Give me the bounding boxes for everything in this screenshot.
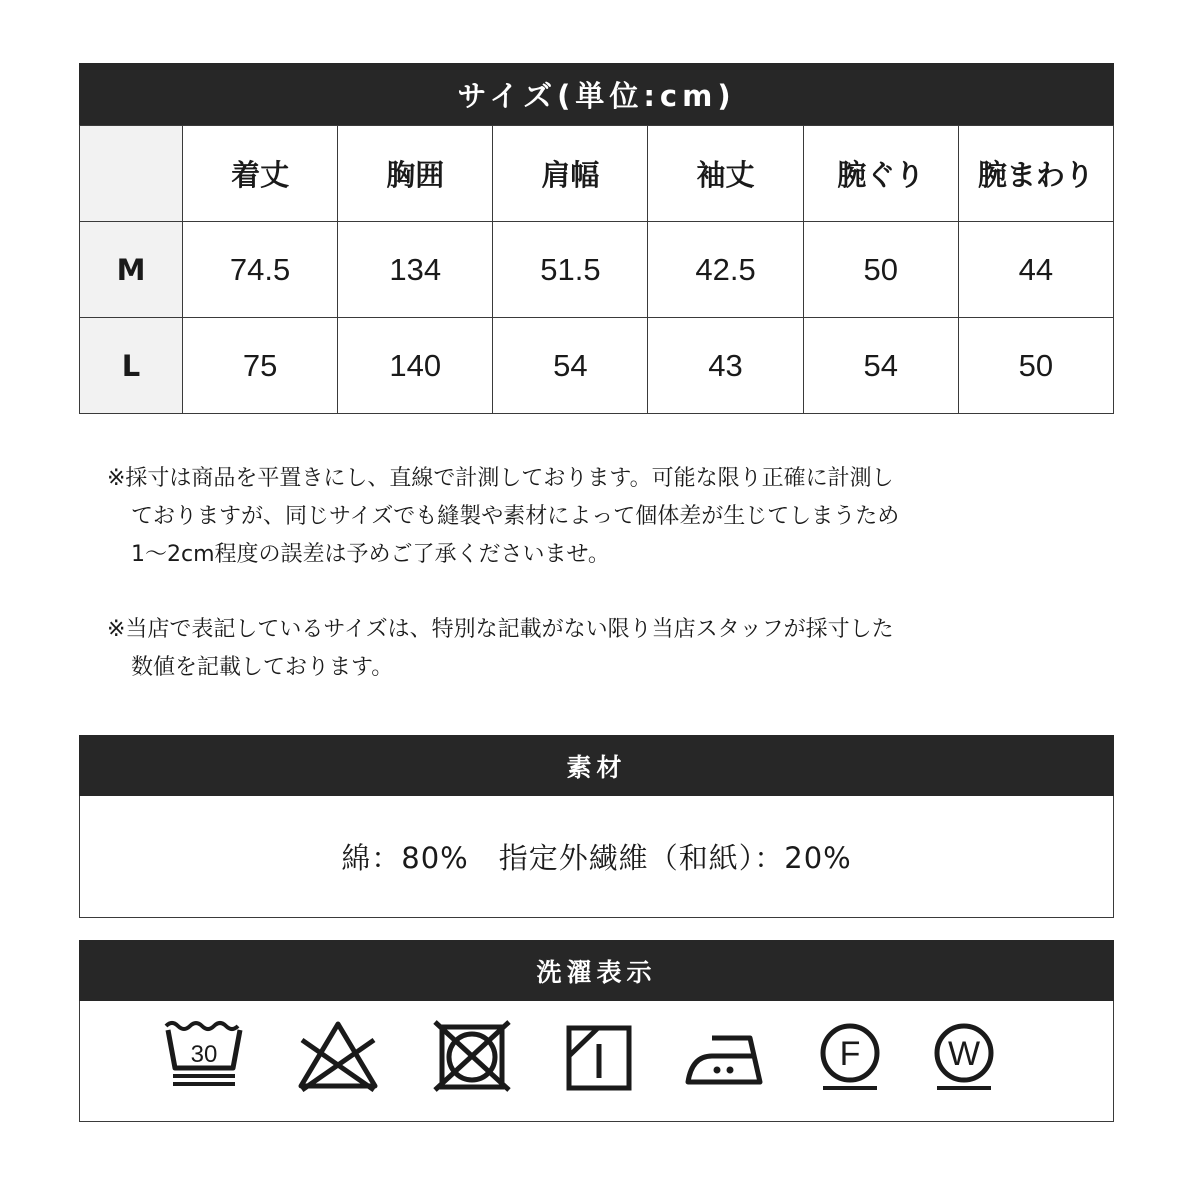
size-section-title: サイズ(単位:cm) [79, 63, 1114, 125]
table-row [80, 222, 1114, 318]
column-header: 腕まわり [958, 126, 1113, 222]
table-cell: 54 [493, 318, 648, 414]
wash-temperature-label: 30 [190, 1041, 218, 1068]
table-row [80, 318, 1114, 414]
table-cell: 50 [958, 318, 1113, 414]
table-cell: 42.5 [648, 222, 803, 318]
note-line: 数値を記載しております。 [131, 655, 394, 680]
row-header-size: L [80, 318, 183, 414]
table-cell: 50 [803, 222, 958, 318]
table-cell: 54 [803, 318, 958, 414]
table-cell: 43 [648, 318, 803, 414]
wet-clean-w-icon [929, 1020, 999, 1092]
dry-clean-f-icon [815, 1020, 885, 1092]
note-line: ※採寸は商品を平置きにし、直線で計測しております。可能な限り正確に計測し [107, 466, 894, 491]
wet-clean-letter: W [947, 1035, 981, 1073]
note-line: ておりますが、同じサイズでも縫製や素材によって個体差が生じてしまうため [131, 504, 900, 529]
note-line: ※当店で表記しているサイズは、特別な記載がない限り当店スタッフが採寸した [107, 617, 894, 642]
size-note [107, 611, 1037, 687]
size-table-header-row [80, 126, 1114, 222]
material-section-title: 素材 [79, 735, 1114, 796]
table-cell: 74.5 [183, 222, 338, 318]
measurement-note [107, 460, 1037, 574]
table-cell: 51.5 [493, 222, 648, 318]
wash-30-very-gentle-icon [163, 1020, 245, 1092]
column-header: 着丈 [183, 126, 338, 222]
table-corner-cell [80, 126, 183, 222]
dry-clean-letter: F [839, 1035, 861, 1073]
table-cell: 134 [338, 222, 493, 318]
table-cell: 75 [183, 318, 338, 414]
size-table [79, 125, 1114, 414]
column-header: 肩幅 [493, 126, 648, 222]
table-cell: 44 [958, 222, 1113, 318]
table-cell: 140 [338, 318, 493, 414]
row-header-size: M [80, 222, 183, 318]
note-line: 1～2cm程度の誤差は予めご了承くださいませ。 [131, 542, 610, 567]
iron-medium-icon [684, 1020, 766, 1092]
column-header: 袖丈 [648, 126, 803, 222]
column-header: 胸囲 [338, 126, 493, 222]
material-text: 綿：80% 指定外繊維（和紙）：20% [341, 841, 852, 875]
no-tumble-dry-icon [433, 1020, 511, 1092]
column-header: 腕ぐり [803, 126, 958, 222]
care-section-title: 洗濯表示 [79, 940, 1114, 1001]
material-box [79, 796, 1114, 918]
no-bleach-icon [296, 1020, 380, 1092]
drip-dry-shade-icon [565, 1020, 633, 1092]
